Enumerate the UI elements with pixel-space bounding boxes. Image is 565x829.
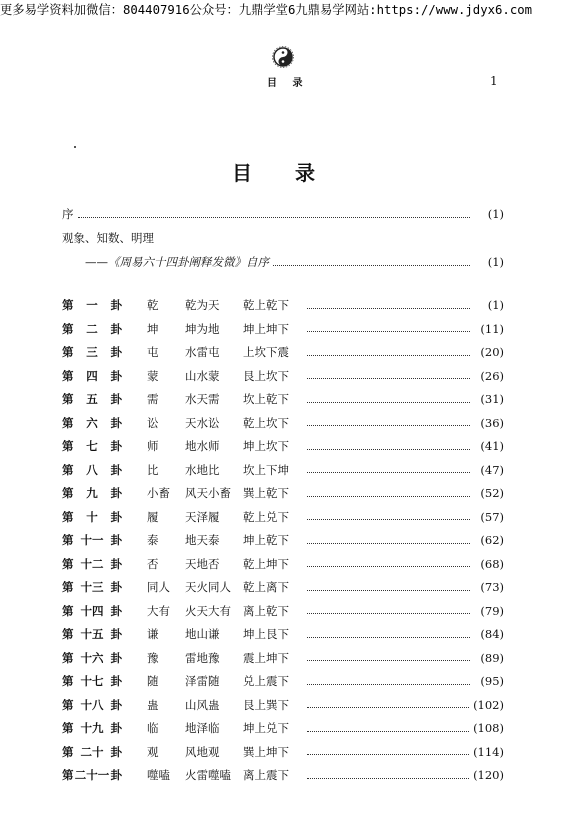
hexagram-number [62,391,122,407]
hexagram-name: 比 [147,462,159,477]
hexagram-name: 坤 [147,321,159,336]
toc-page-ref: (73) [480,580,504,594]
toc-page-ref: (11) [480,321,504,336]
toc-page-ref: (1) [487,298,504,312]
hexagram-trigrams: 坤上乾下 [243,533,289,547]
hexagram-full-name: 天水讼 [185,415,220,430]
hexagram-trigrams: 坤上兑下 [243,721,289,735]
leader-dots [273,265,470,266]
toc-entry-row[interactable] [62,719,504,737]
hexagram-number-char: 卦 [110,439,122,453]
hexagram-number-char: 第 [62,721,74,735]
hexagram-number-char: 卦 [110,650,122,665]
hexagram-number-char: 十九 [80,721,104,735]
leader-dots [307,472,470,473]
hexagram-number [62,767,122,783]
hexagram-name: 大有 [147,603,170,618]
hexagram-number-char: 第 [62,462,74,477]
leader-dots [307,637,470,638]
hexagram-number [62,321,122,337]
hexagram-number-char: 第 [62,533,74,547]
toc-entry-row[interactable] [62,320,504,338]
toc-entry-row[interactable] [62,296,504,314]
hexagram-full-name: 地泽临 [185,721,220,735]
toc-page-ref: (1) [487,207,504,221]
toc-page-ref: (26) [480,368,504,383]
hexagram-number-char: 十三 [80,580,104,594]
hexagram-full-name: 火雷噬嗑 [185,768,231,782]
hexagram-number-char: 九 [86,486,98,500]
hexagram-trigrams: 坤上坤下 [243,321,289,336]
toc-page-ref: (41) [480,439,504,453]
running-title: 目 录 [267,78,309,89]
leader-dots [307,590,470,591]
hexagram-number [62,626,122,642]
hexagram-trigrams: 巽上坤下 [243,744,289,759]
hexagram-full-name: 天泽履 [185,509,220,524]
toc-front-label: 序 [62,207,74,221]
hexagram-name: 噬嗑 [147,768,170,782]
leader-dots [307,355,470,356]
toc-page-ref: (79) [480,603,504,618]
hexagram-full-name: 雷地豫 [185,650,220,665]
hexagram-trigrams: 乾上兑下 [243,509,289,524]
hexagram-number-char: 卦 [110,321,122,336]
toc-entry-row[interactable] [62,484,504,502]
hexagram-name: 小畜 [147,486,170,500]
hexagram-number-char: 七 [86,439,98,453]
leader-dots [307,496,470,497]
toc-entry-row[interactable] [62,743,504,761]
hexagram-trigrams: 兑上震下 [243,674,289,688]
hexagram-number-char: 十八 [80,697,104,712]
hexagram-number-char: 第 [62,321,74,336]
hexagram-number-char: 第 [62,509,74,524]
hexagram-full-name: 风天小畜 [185,486,231,500]
leader-dots [307,543,470,544]
hexagram-number-char: 卦 [110,674,122,688]
hexagram-name: 蒙 [147,368,159,383]
hexagram-number-char: 二十 [80,744,104,759]
hexagram-number-char: 卦 [110,580,122,594]
hexagram-name: 蛊 [147,697,159,712]
hexagram-name: 履 [147,509,159,524]
hexagram-number-char: 卦 [110,744,122,759]
hexagram-number-char: 第 [62,486,74,500]
hexagram-number-char: 十七 [80,674,104,688]
watermark-banner: 更多易学资料加微信：804407916公众号：九鼎学堂6九鼎易学网站:https://www.jdyx6.com [0,0,565,20]
toc-entry-row[interactable] [62,672,504,690]
toc-front-label: ——《周易六十四卦阐释发微》自序 [85,255,269,269]
hexagram-number-char: 第 [62,744,74,759]
toc-front-label: 观象、知数、明理 [62,231,154,245]
hexagram-number [62,485,122,501]
hexagram-number-char: 第 [62,650,74,665]
toc-front-row[interactable] [62,229,504,247]
leader-dots [307,449,470,450]
hexagram-number-char: 卦 [110,486,122,500]
hexagram-trigrams: 乾上坎下 [243,415,289,430]
toc-entry-row[interactable] [62,649,504,667]
leader-dots [307,660,470,661]
hexagram-number [62,368,122,384]
hexagram-number-char: 十六 [80,650,104,665]
hexagram-trigrams: 离上震下 [243,768,289,782]
hexagram-number-char: 卦 [110,603,122,618]
hexagram-number-char: 十五 [80,627,104,641]
toc-entry-row[interactable] [62,625,504,643]
toc-entry-row[interactable] [62,508,504,526]
hexagram-name: 谦 [147,627,159,641]
toc-entry-row[interactable] [62,555,504,573]
hexagram-number-char: 卦 [110,556,122,571]
toc-page-ref: (89) [480,650,504,665]
hexagram-trigrams: 坤上艮下 [243,627,289,641]
hexagram-number-char: 卦 [110,345,122,359]
hexagram-number [62,697,122,713]
hexagram-full-name: 坤为地 [185,321,220,336]
toc-entry-row[interactable] [62,578,504,596]
hexagram-number-char: 第 [62,580,74,594]
hexagram-number-char: 卦 [110,392,122,406]
hexagram-number [62,650,122,666]
hexagram-full-name: 天火同人 [185,580,231,594]
hexagram-full-name: 地天泰 [185,533,220,547]
hexagram-number-char: 八 [86,462,98,477]
hexagram-number-char: 第 [62,627,74,641]
toc-entry-row[interactable] [62,696,504,714]
hexagram-full-name: 水雷屯 [185,345,220,359]
hexagram-number-char: 第 [62,768,74,782]
hexagram-trigrams: 坤上坎下 [243,439,289,453]
leader-dots [307,402,470,403]
hexagram-number-char: 十 [86,509,98,524]
leader-dots [78,217,471,218]
hexagram-number [62,462,122,478]
hexagram-number-char: 卦 [110,533,122,547]
hexagram-number-char: 卦 [110,697,122,712]
toc-entry-row[interactable] [62,602,504,620]
hexagram-number-char: 十一 [80,533,104,547]
hexagram-trigrams: 离上乾下 [243,603,289,618]
toc-entry-row[interactable] [62,367,504,385]
hexagram-number [62,438,122,454]
hexagram-number-char: 第 [62,415,74,430]
toc-page-ref: (114) [473,744,504,759]
hexagram-number-char: 五 [86,392,98,406]
hexagram-number [62,673,122,689]
page-number: 1 [490,74,498,88]
hexagram-number-char: 卦 [110,462,122,477]
toc-page-ref: (102) [473,697,504,712]
hexagram-trigrams: 乾上离下 [243,580,289,594]
hexagram-full-name: 天地否 [185,556,220,571]
hexagram-name: 同人 [147,580,170,594]
hexagram-trigrams: 乾上乾下 [243,298,289,312]
toc-page-ref: (52) [480,486,504,500]
leader-dots [307,778,469,779]
hexagram-full-name: 水地比 [185,462,220,477]
hexagram-number [62,603,122,619]
toc-front-row[interactable] [85,253,504,271]
leader-dots [307,684,470,685]
hexagram-number-char: 卦 [110,768,122,782]
hexagram-number-char: 四 [86,368,98,383]
hexagram-name: 豫 [147,650,159,665]
hexagram-number-char: 二 [86,321,98,336]
toc-page-ref: (84) [480,627,504,641]
hexagram-number [62,297,122,313]
hexagram-number [62,509,122,525]
hexagram-trigrams: 巽上乾下 [243,486,289,500]
hexagram-name: 否 [147,556,159,571]
hexagram-name: 观 [147,744,159,759]
hexagram-number [62,720,122,736]
taiji-logo-icon [272,46,294,68]
hexagram-full-name: 地水师 [185,439,220,453]
hexagram-number-char: 卦 [110,721,122,735]
toc-page-ref: (62) [480,533,504,547]
leader-dots [307,731,469,732]
toc-entry-row[interactable] [62,437,504,455]
hexagram-number-char: 六 [86,415,98,430]
hexagram-number-char: 卦 [110,368,122,383]
toc-page-ref: (36) [480,415,504,430]
hexagram-full-name: 乾为天 [185,298,220,312]
hexagram-number-char: 卦 [110,298,122,312]
hexagram-name: 临 [147,721,159,735]
hexagram-number-char: 第 [62,556,74,571]
hexagram-full-name: 山风蛊 [185,697,220,712]
leader-dots [307,308,470,309]
leader-dots [307,566,470,567]
hexagram-number-char: 一 [86,298,98,312]
toc-page-ref: (95) [480,674,504,688]
leader-dots [307,331,470,332]
toc-entry-row[interactable] [62,461,504,479]
hexagram-number-char: 第 [62,674,74,688]
toc-page-ref: (31) [480,392,504,406]
hexagram-trigrams: 艮上巽下 [243,697,289,712]
leader-dots [307,707,469,708]
leader-dots [307,519,470,520]
hexagram-number [62,344,122,360]
toc-page-ref: (68) [480,556,504,571]
hexagram-number-char: 第 [62,603,74,618]
hexagram-number-char: 第 [62,368,74,383]
toc-page-ref: (108) [473,721,504,735]
hexagram-number-char: 第 [62,298,74,312]
hexagram-full-name: 火天大有 [185,603,231,618]
toc-front-row[interactable] [62,205,504,223]
hexagram-name: 乾 [147,298,159,312]
running-head [0,40,565,100]
hexagram-number [62,744,122,760]
hexagram-number-char: 十二 [80,556,104,571]
hexagram-name: 讼 [147,415,159,430]
hexagram-trigrams: 坎上下坤 [243,462,289,477]
toc-page-ref: (1) [487,255,504,269]
toc-entry-row[interactable] [62,531,504,549]
hexagram-name: 师 [147,439,159,453]
toc-entry-row[interactable] [62,766,504,784]
hexagram-number [62,556,122,572]
hexagram-number-char: 卦 [110,509,122,524]
hexagram-name: 需 [147,392,159,406]
hexagram-trigrams: 坎上乾下 [243,392,289,406]
toc-entry-row[interactable] [62,414,504,432]
leader-dots [307,613,470,614]
scan-speck [74,146,76,148]
hexagram-number-char: 二十一 [74,768,110,782]
hexagram-number-char: 卦 [110,627,122,641]
toc-page-ref: (120) [473,768,504,782]
hexagram-number [62,532,122,548]
hexagram-full-name: 泽雷随 [185,674,220,688]
hexagram-full-name: 山水蒙 [185,368,220,383]
hexagram-trigrams: 艮上坎下 [243,368,289,383]
hexagram-trigrams: 乾上坤下 [243,556,289,571]
toc-entry-row[interactable] [62,343,504,361]
hexagram-number [62,415,122,431]
leader-dots [307,754,469,755]
hexagram-number [62,579,122,595]
hexagram-name: 随 [147,674,159,688]
leader-dots [307,378,470,379]
hexagram-number-char: 卦 [110,415,122,430]
hexagram-number-char: 第 [62,439,74,453]
leader-dots [307,425,470,426]
hexagram-full-name: 水天需 [185,392,220,406]
hexagram-number-char: 第 [62,697,74,712]
hexagram-full-name: 风地观 [185,744,220,759]
hexagram-name: 屯 [147,345,159,359]
hexagram-full-name: 地山谦 [185,627,220,641]
hexagram-number-char: 第 [62,392,74,406]
hexagram-trigrams: 震上坤下 [243,650,289,665]
hexagram-trigrams: 上坎下震 [243,345,289,359]
hexagram-number-char: 三 [86,345,98,359]
toc-title: 目 录 [232,161,333,185]
toc-page-ref: (57) [480,509,504,524]
toc-entry-row[interactable] [62,390,504,408]
toc-page-ref: (47) [480,462,504,477]
hexagram-number-char: 十四 [80,603,104,618]
hexagram-number-char: 第 [62,345,74,359]
toc-page-ref: (20) [480,345,504,359]
hexagram-name: 泰 [147,533,159,547]
